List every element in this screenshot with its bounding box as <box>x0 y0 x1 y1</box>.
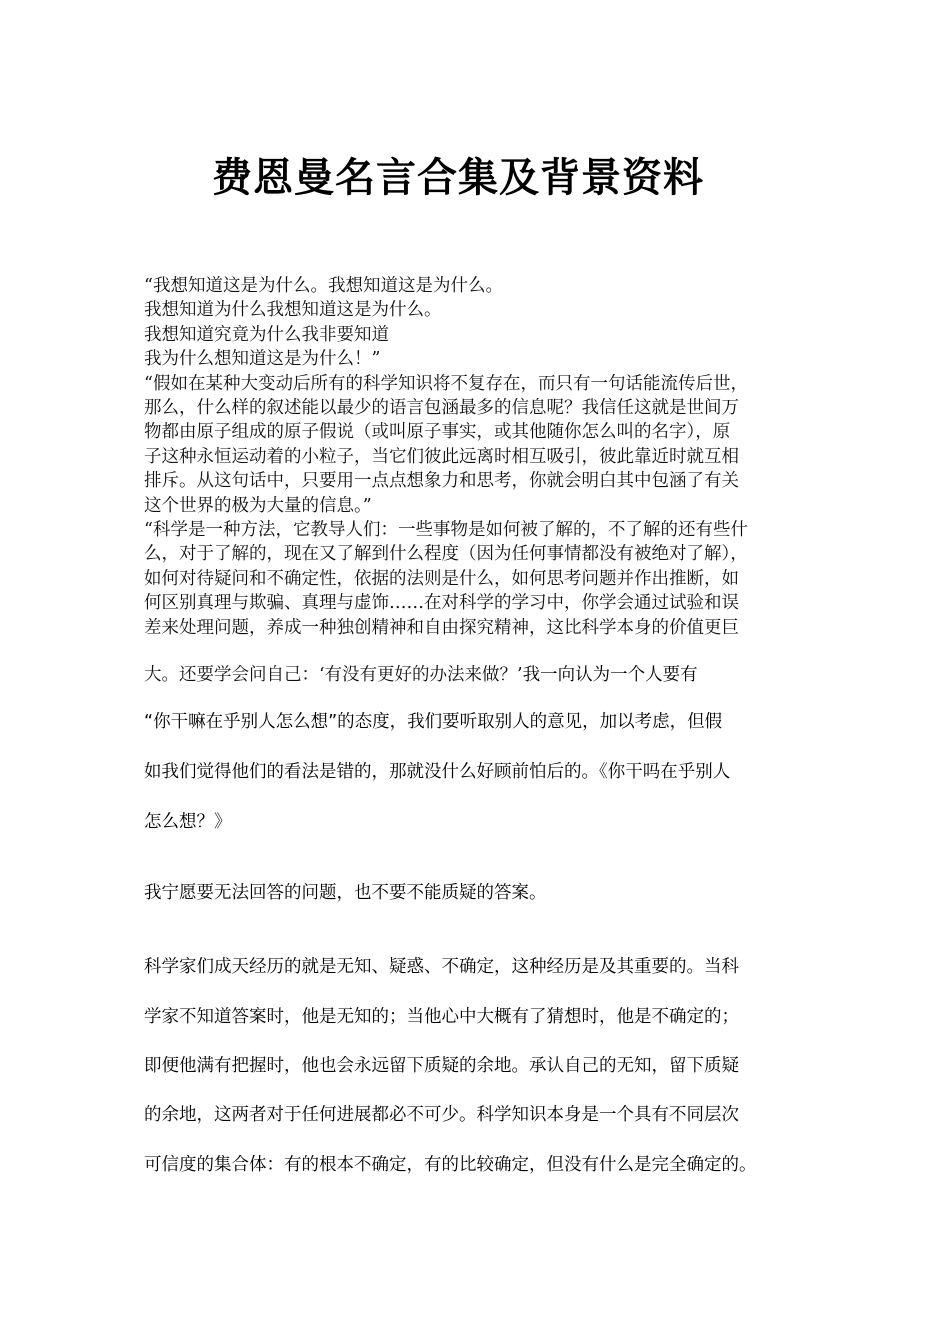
text-line: 我想知道究竟为什么我非要知道 <box>144 324 389 345</box>
mixed-line-sans-part: 我一向认为一个人要有 <box>522 665 698 685</box>
quotes-serif-block <box>144 274 814 640</box>
text-line: 可信度的集合体：有的根本不确定，有的比较确定，但没有什么是完全确定的。 <box>144 1155 757 1175</box>
text-line: 么，对于了解的，现在又了解到什么程度（因为任何事情都没有被绝对了解）， <box>144 544 748 565</box>
text-line: 即便他满有把握时，他也会永远留下质疑的余地。承认自己的无知，留下质疑 <box>144 1056 739 1076</box>
text-line: “我想知道这是为什么。我想知道这是为什么。 <box>144 276 503 296</box>
text-line: 如何对待疑问和不确定性，依据的法则是什么，如何思考问题并作出推断，如 <box>144 568 739 589</box>
document-title: 费恩曼名言合集及背景资料 <box>212 154 704 201</box>
text-line: 我为什么想知道这是为什么！” <box>144 349 381 370</box>
text-line: 的余地，这两者对于任何进展都必不可少。科学知识本身是一个具有不同层次 <box>144 1105 739 1125</box>
text-line: 那么，什么样的叙述能以最少的语言包涵最多的信息呢？我信任这就是世间万 <box>144 398 739 419</box>
text-line: “假如在某种大变动后所有的科学知识将不复存在，而只有一句话能流传后世， <box>144 373 748 394</box>
text-line: 这个世界的极为大量的信息。” <box>144 495 372 516</box>
text-line: 排斥。从这句话中，只要用一点点想象力和思考，你就会明白其中包涵了有关 <box>144 471 739 492</box>
mixed-font-line <box>144 660 698 689</box>
text-line: 我宁愿要无法回答的问题，也不要不能质疑的答案。 <box>144 883 547 903</box>
text-line: 我想知道为什么我想知道这是为什么。 <box>144 300 442 321</box>
text-line: 差来处理问题，养成一种独创精神和自由探究精神，这比科学本身的价值更巨 <box>144 617 739 638</box>
text-line: 子这种永恒运动着的小粒子，当它们彼此远离时相互吸引，彼此靠近时就互相 <box>144 446 739 467</box>
text-line: 如我们觉得他们的看法是错的，那就没什么好顾前怕后的。《你干吗在乎别人 <box>144 762 731 782</box>
text-line: “你干嘛在乎别人怎么想”的态度，我们要听取别人的意见，加以考虑，但假 <box>144 712 723 732</box>
text-line: “科学是一种方法，它教导人们：一些事物是如何被了解的，不了解的还有些什 <box>144 520 748 541</box>
mixed-line-serif-part: 大。还要学会问自己：‘有没有更好的办法来做？’ <box>144 665 523 685</box>
text-line: 何区别真理与欺骗、真理与虚饰……在对科学的学习中，你学会通过试验和误 <box>144 593 739 614</box>
text-line: 学家不知道答案时，他是无知的；当他心中大概有了猜想时，他是不确定的； <box>144 1007 739 1027</box>
text-line: 怎么想？》 <box>144 812 232 832</box>
text-line: 科学家们成天经历的就是无知、疑惑、不确定，这种经历是及其重要的。当科 <box>144 957 739 977</box>
text-line: 物都由原子组成的原子假说（或叫原子事实，或其他随你怎么叫的名字），原 <box>144 422 731 443</box>
